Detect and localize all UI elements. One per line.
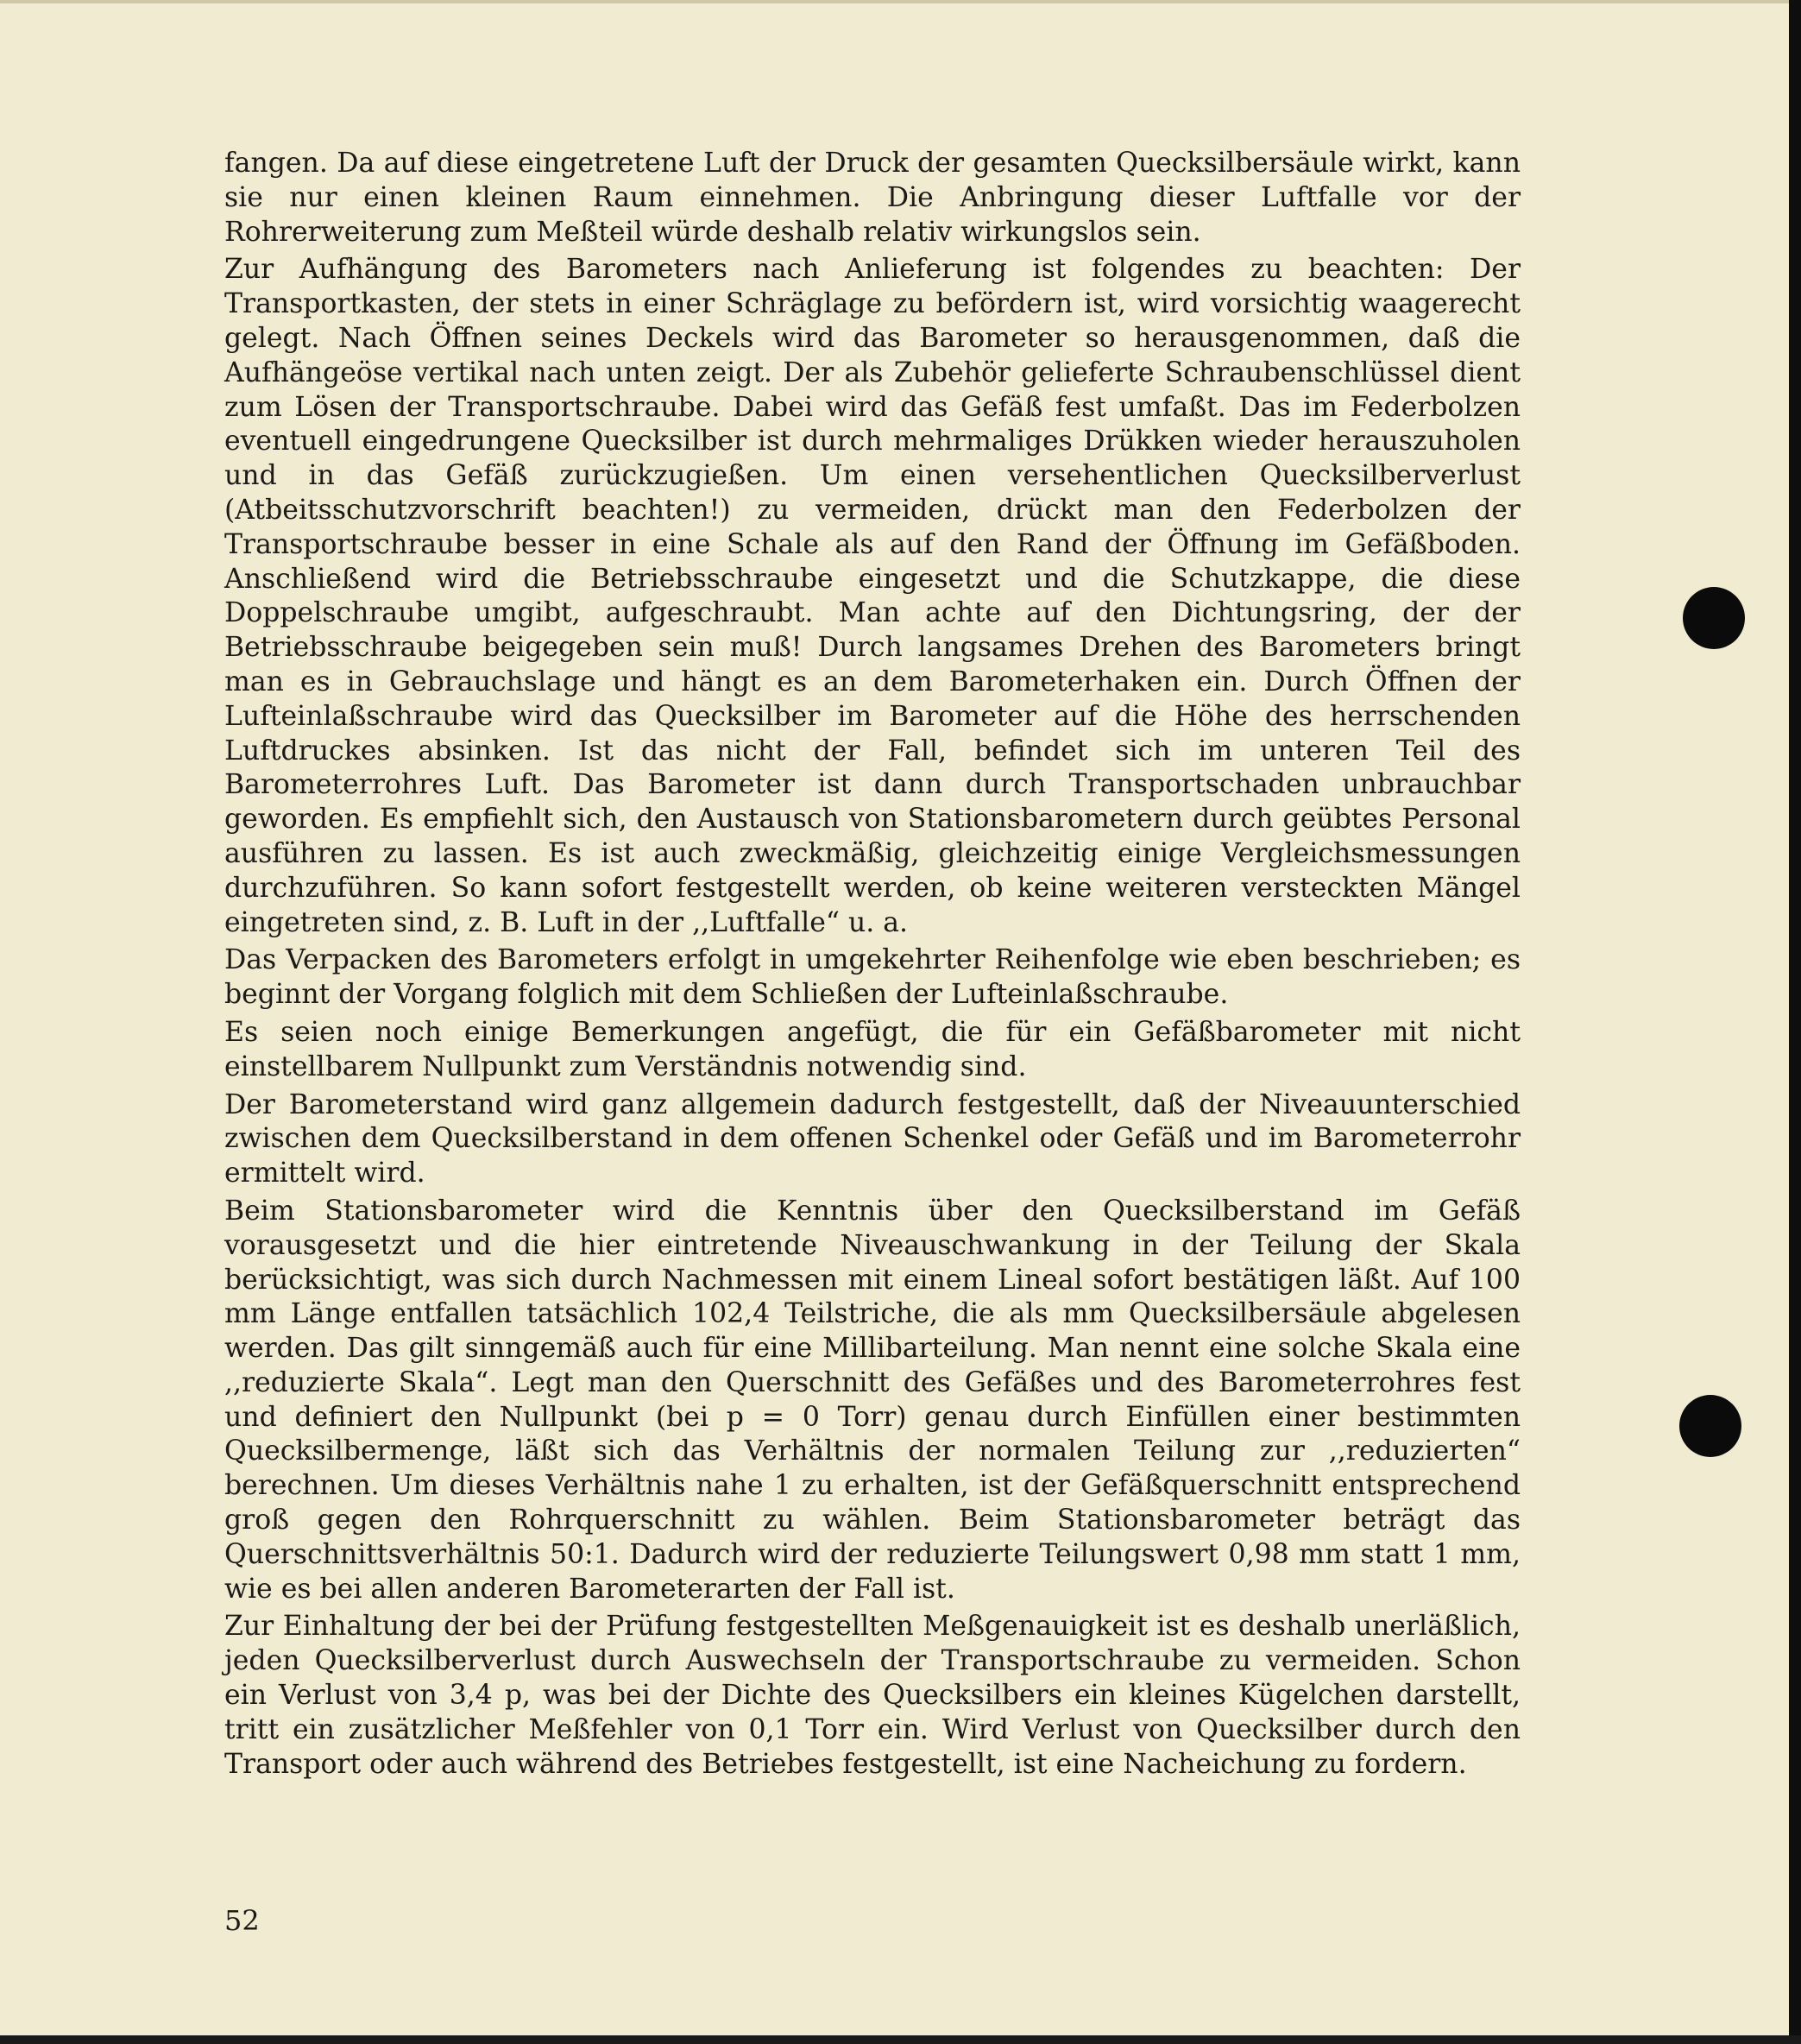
paragraph: Zur Einhaltung der bei der Prüfung festgestellten Meßgenauigkeit ist es deshalb unerläßlich, jeden Quecksilberverlust durch Auswechseln der Transportschraube zu vermeiden. Schon ein Verlust von 3,4 p, was bei der Dichte des Quecksilbers ein kleines Kügelchen darstellt, tritt ein zusätzlicher Meßfehler von 0,1 Torr ein. Wird Verlust von Quecksilber durch den Transport oder auch während des Betriebes festgestellt, ist eine Nacheichung zu fordern. <box>224 1611 1521 1780</box>
body-text <box>224 147 1521 1785</box>
paragraph: fangen. Da auf diese eingetretene Luft der Druck der gesamten Quecksilbersäule wirkt, kann sie nur einen kleinen Raum einnehmen. Die Anbringung dieser Luftfalle vor der Rohrerweiterung zum Meßteil würde deshalb relativ wirkungslos sein. <box>224 148 1521 248</box>
punch-hole-top <box>1683 587 1745 649</box>
paragraph: Beim Stationsbarometer wird die Kenntnis über den Quecksilberstand im Gefäß vorausgesetzt und die hier eintretende Niveauschwankung in der Teilung der Skala berücksichtigt, was sich durch Nachmessen mit einem Lineal sofort bestätigen läßt. Auf 100 mm Länge entfallen tatsächlich 102,4 Teilstriche, die als mm Quecksilbersäule abgelesen werden. Das gilt sinngemäß auch für eine Millibarteilung. Man nennt eine solche Skala eine ,,reduzierte Skala“. Legt man den Querschnitt des Gefäßes und des Barometerrohres fest und definiert den Nullpunkt (bei p = 0 Torr) genau durch Einfüllen einer bestimmten Quecksilbermenge, läßt sich das Verhältnis der normalen Teilung zur ,,reduzierten“ berechnen. Um dieses Verhältnis nahe 1 zu erhalten, ist der Gefäßquerschnitt entsprechend groß gegen den Rohrquerschnitt zu wählen. Beim Stationsbarometer beträgt das Querschnittsverhältnis 50:1. Dadurch wird der reduzierte Teilungswert 0,98 mm statt 1 mm, wie es bei allen anderen Barometerarten der Fall ist. <box>224 1195 1521 1605</box>
paragraph: Es seien noch einige Bemerkungen angefügt, die für ein Gefäßbarometer mit nicht einstellbarem Nullpunkt zum Verständnis notwendig sind. <box>224 1016 1521 1082</box>
paragraph: Zur Aufhängung des Barometers nach Anlieferung ist folgendes zu beachten: Der Transportkasten, der stets in einer Schräglage zu befördern ist, wird vorsichtig waagerecht gelegt. Nach Öffnen seines Deckels wird das Barometer so herausgenommen, daß die Aufhängeöse vertikal nach unten zeigt. Der als Zubehör gelieferte Schraubenschlüssel dient zum Lösen der Transportschraube. Dabei wird das Gefäß fest umfaßt. Das im Federbolzen eventuell eingedrungene Quecksilber ist durch mehrmaliges Drükken wieder herauszuholen und in das Gefäß zurückzugießen. Um einen versehentlichen Quecksilberverlust (Atbeitsschutzvorschrift beachten!) zu vermeiden, drückt man den Federbolzen der Transportschraube besser in eine Schale als auf den Rand der Öffnung im Gefäßboden. Anschließend wird die Betriebsschraube eingesetzt und die Schutzkappe, die diese Doppelschraube umgibt, aufgeschraubt. Man achte auf den Dichtungsring, der der Betriebsschraube beigegeben sein muß! Durch langsames Drehen des Barometers bringt man es in Gebrauchslage und hängt es an dem Barometerhaken ein. Durch Öffnen der Lufteinlaßschraube wird das Quecksilber im Barometer auf die Höhe des herrschenden Luftdruckes absinken. Ist das nicht der Fall, befindet sich im unteren Teil des Barometerrohres Luft. Das Barometer ist dann durch Transportschaden unbrauchbar geworden. Es empfiehlt sich, den Austausch von Stationsbarometern durch geübtes Personal ausführen zu lassen. Es ist auch zweckmäßig, gleichzeitig einige Vergleichsmessungen durchzuführen. So kann sofort festgestellt werden, ob keine weiteren versteckten Mängel eingetreten sind, z. B. Luft in der ,,Luftfalle“ u. a. <box>224 254 1521 938</box>
punch-hole-bottom <box>1679 1395 1741 1457</box>
scan-edge-right <box>1789 0 1801 2044</box>
page-number: 52 <box>224 1904 260 1937</box>
scan-edge-bottom <box>0 2035 1801 2044</box>
paragraph: Das Verpacken des Barometers erfolgt in umgekehrter Reihenfolge wie eben beschrieben; es beginnt der Vorgang folglich mit dem Schließen der Lufteinlaßschraube. <box>224 944 1521 1011</box>
paragraph: Der Barometerstand wird ganz allgemein dadurch festgestellt, daß der Niveauunterschied zwischen dem Quecksilberstand in dem offenen Schenkel oder Gefäß und im Barometerrohr ermittelt wird. <box>224 1088 1521 1189</box>
scan-edge-top <box>0 0 1801 3</box>
